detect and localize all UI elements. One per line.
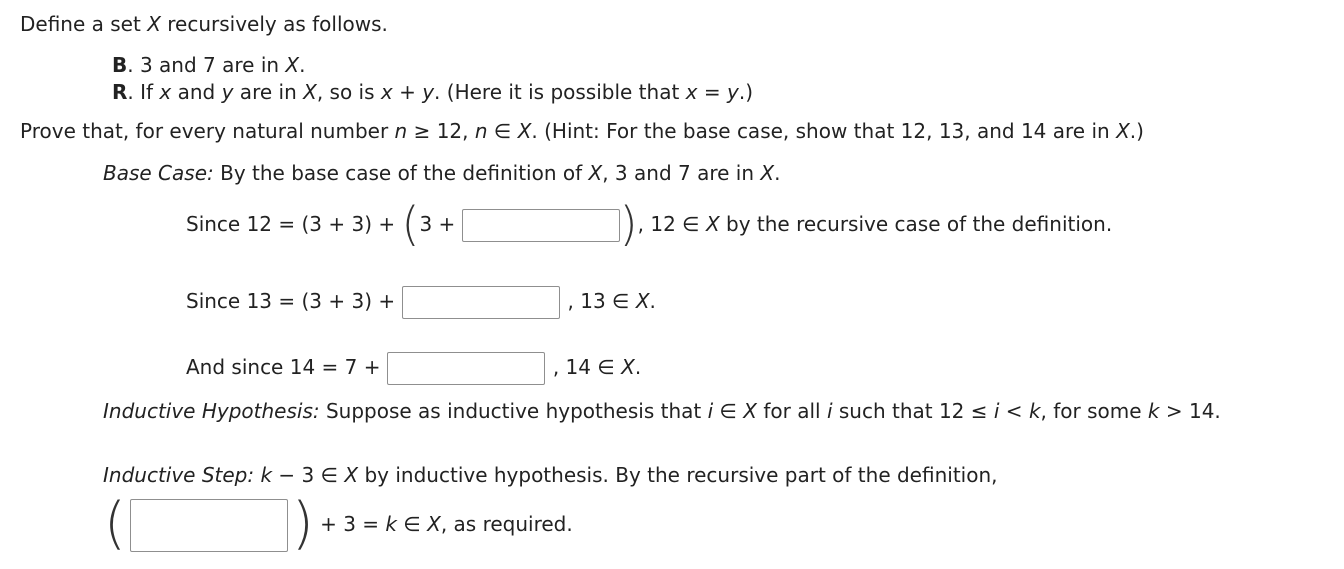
since-14-text-end: . xyxy=(634,355,642,379)
open-paren: ( xyxy=(104,490,126,556)
recursive-plus: + xyxy=(392,80,423,104)
element-of-symbol: ∈ xyxy=(487,119,518,143)
var-X: X xyxy=(344,463,359,487)
answer-input-12[interactable] xyxy=(462,209,620,242)
var-X: X xyxy=(621,355,635,379)
var-X: X xyxy=(705,212,720,236)
var-n: n xyxy=(394,119,408,143)
prove-text-b: ≥ 12, xyxy=(407,119,475,143)
element-of-symbol: ∈ xyxy=(713,399,744,423)
var-i: i xyxy=(826,399,833,423)
var-X: X xyxy=(760,161,775,185)
var-x: x xyxy=(159,80,172,104)
answer-input-14[interactable] xyxy=(387,352,545,385)
intro-text-end: recursively as follows. xyxy=(160,12,388,36)
recursive-and: and xyxy=(171,80,222,104)
since-14-line xyxy=(186,350,641,384)
recursive-text-d: . (Here it is possible that xyxy=(434,80,686,104)
inductive-hypothesis-label: Inductive Hypothesis: xyxy=(103,399,320,423)
since-14-text-b: , 14 ∈ xyxy=(552,355,622,379)
hypothesis-text-end: > 14. xyxy=(1159,399,1221,423)
var-n: n xyxy=(474,119,488,143)
close-paren: ) xyxy=(291,490,314,556)
recursive-eq: = xyxy=(697,80,727,104)
hypothesis-text-c: such that 12 ≤ xyxy=(832,399,994,423)
var-X: X xyxy=(303,80,317,104)
definition-recursive-tag: R xyxy=(112,80,128,104)
step-text-end: , as required. xyxy=(440,512,573,536)
step-text-a: − 3 ∈ xyxy=(272,463,345,487)
definition-base-line xyxy=(112,53,305,77)
element-of-symbol: ∈ xyxy=(396,512,428,536)
since-12-text-c: , 12 ∈ xyxy=(637,212,706,236)
var-X: X xyxy=(743,399,757,423)
var-x: x xyxy=(685,80,698,104)
var-k: k xyxy=(1147,399,1160,423)
since-12-line xyxy=(186,196,1113,251)
recursive-text-c: , so is xyxy=(316,80,381,104)
hypothesis-text-a: Suppose as inductive hypothesis that xyxy=(319,399,708,423)
var-X: X xyxy=(517,119,532,143)
prove-statement xyxy=(20,119,1144,143)
var-y: y xyxy=(422,80,435,104)
recursive-text-e: .) xyxy=(738,80,754,104)
base-case-label: Base Case: xyxy=(103,161,214,185)
since-13-text-end: . xyxy=(649,289,656,313)
var-y: y xyxy=(727,80,739,104)
since-12-text-end: by the recursive case of the definition. xyxy=(719,212,1113,236)
answer-input-13[interactable] xyxy=(402,286,560,319)
since-12-text-a: Since 12 = (3 + 3) + xyxy=(186,212,402,236)
var-X: X xyxy=(427,512,441,536)
intro-text: Define a set xyxy=(20,12,148,36)
inductive-step-line xyxy=(103,463,997,487)
var-k: k xyxy=(385,512,397,536)
var-X: X xyxy=(1116,119,1130,143)
var-X: X xyxy=(635,289,650,313)
prove-text-end: .) xyxy=(1129,119,1144,143)
hypothesis-text-d: , for some xyxy=(1040,399,1148,423)
hypothesis-text-b: for all xyxy=(756,399,827,423)
var-i: i xyxy=(993,399,1000,423)
intro-line xyxy=(20,12,388,36)
prove-hint-text: . (Hint: For the base case, show that 12, 13, and 14 are in xyxy=(531,119,1117,143)
base-case-line xyxy=(103,161,780,185)
less-than-symbol: < xyxy=(999,399,1029,423)
var-y: y xyxy=(221,80,234,104)
inductive-hypothesis-line xyxy=(103,399,1221,423)
since-12-text-b: 3 + xyxy=(419,212,462,236)
step-text-c: + 3 = xyxy=(313,512,386,536)
answer-input-step[interactable] xyxy=(130,499,288,552)
base-case-text-a: By the base case of the definition of xyxy=(213,161,589,185)
inductive-step-label: Inductive Step: xyxy=(103,463,255,487)
intro-var: X xyxy=(147,12,161,36)
close-paren: ) xyxy=(619,196,638,251)
definition-base-text: . 3 and 7 are in xyxy=(127,53,286,77)
base-case-text-b: , 3 and 7 are in xyxy=(602,161,761,185)
var-x: x xyxy=(380,80,393,104)
var-X: X xyxy=(588,161,603,185)
var-i: i xyxy=(707,399,714,423)
recursive-text-b: are in xyxy=(233,80,304,104)
definition-recursive-line xyxy=(112,80,753,104)
definition-base-tag: B xyxy=(112,53,128,77)
step-text-b: by inductive hypothesis. By the recursive part of the definition, xyxy=(358,463,998,487)
since-13-line xyxy=(186,284,656,318)
definition-base-var: X xyxy=(285,53,300,77)
recursive-text-a: . If xyxy=(127,80,160,104)
since-14-text-a: And since 14 = 7 + xyxy=(186,355,387,379)
inductive-step-conclusion xyxy=(104,490,573,556)
open-paren: ( xyxy=(401,196,420,251)
base-case-text-end: . xyxy=(774,161,781,185)
prove-text-a: Prove that, for every natural number xyxy=(20,119,395,143)
since-13-text-a: Since 13 = (3 + 3) + xyxy=(186,289,402,313)
since-13-text-b: , 13 ∈ xyxy=(567,289,636,313)
var-k: k xyxy=(260,463,273,487)
var-k: k xyxy=(1028,399,1041,423)
definition-base-text-end: . xyxy=(299,53,306,77)
